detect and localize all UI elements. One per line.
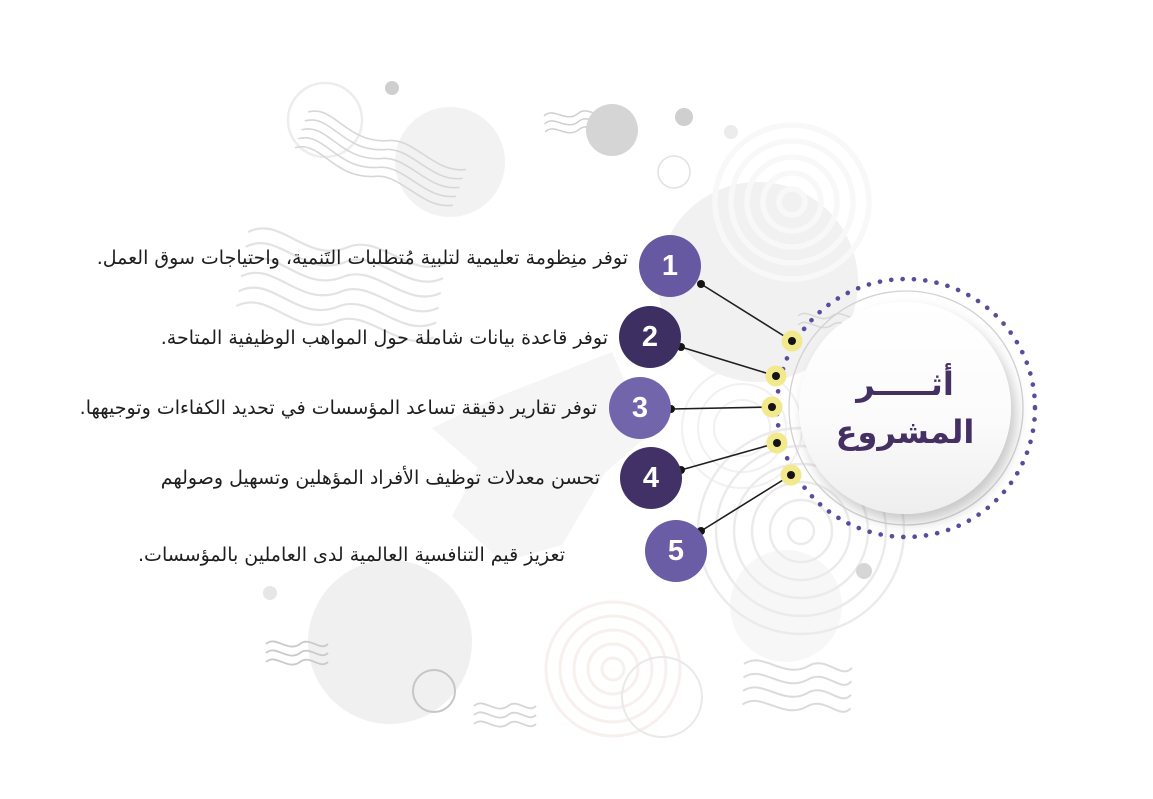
- decor-dot: [675, 108, 693, 126]
- impact-item-2: توفر قاعدة بيانات شاملة حول المواهب الوظيفية المتاحة.: [160, 327, 608, 349]
- outline-circle: [622, 657, 702, 737]
- decor-blob: [308, 560, 472, 724]
- step-number-1: 1: [661, 249, 679, 282]
- decor-dot: [724, 125, 738, 139]
- page-title-line1: أثـــــر: [856, 365, 954, 403]
- step-number-2: 2: [641, 320, 659, 353]
- impact-item-1: توفر منِظومة تعليمية لتلبية مُتطلبات التَنمية، واحتياجات سوق العمل.: [96, 247, 628, 269]
- ripple-rings-pink: [546, 602, 680, 736]
- project-impact-circle: [799, 302, 1011, 514]
- decor-dot: [385, 81, 399, 95]
- step-circle-1: [639, 235, 701, 297]
- decor-blob: [730, 550, 842, 662]
- impact-item-5: تعزيز قيم التنافسية العالمية لدى العاملين بالمؤسسات.: [138, 544, 565, 566]
- impact-item-3: توفر تقارير دقيقة تساعد المؤسسات في تحديد الكفاءات وتوجيهها.: [79, 397, 597, 419]
- page-title-line2: المشروع: [835, 413, 975, 451]
- page-title: [836, 360, 975, 456]
- falcon-watermark: [432, 352, 648, 562]
- step-number-3: 3: [631, 391, 649, 424]
- decor-dot: [856, 563, 872, 579]
- decor-blob: [395, 107, 505, 217]
- decor-dot: [263, 586, 277, 600]
- decor-dot: [586, 104, 638, 156]
- squiggle-bottom-center: [474, 703, 536, 726]
- wave-pattern-bottom-right: [742, 660, 852, 712]
- step-number-4: 4: [642, 461, 660, 494]
- step-circle-4: [620, 447, 682, 509]
- impact-item-4: تحسن معدلات توظيف الأفراد المؤهلين وتسهيل وصولهم: [160, 467, 600, 489]
- step-circle-3: [609, 377, 671, 439]
- step-circle-2: [619, 306, 681, 368]
- step-circle-5: [645, 520, 707, 582]
- step-number-5: 5: [667, 534, 685, 567]
- outline-circle: [658, 156, 690, 188]
